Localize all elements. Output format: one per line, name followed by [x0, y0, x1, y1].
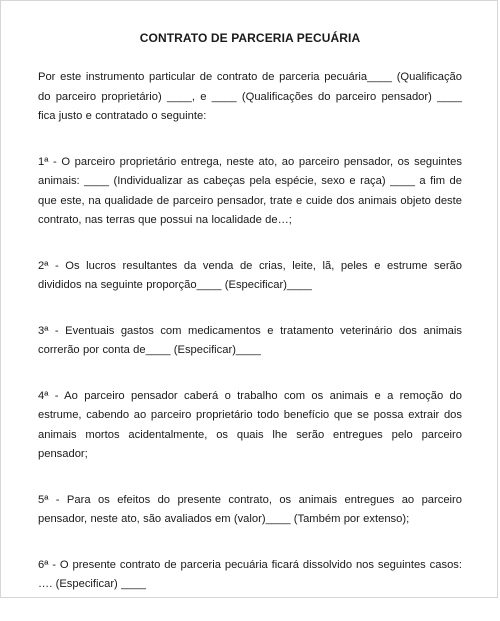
contract-document [38, 30, 462, 621]
clause-5-paragraph: 5ª - Para os efeitos do presente contrato, os animais entregues ao parceiro pensador, neste ato, são avaliados em (valor)____ (Também por extenso); [38, 493, 462, 525]
clause-2-paragraph: 2ª - Os lucros resultantes da venda de crias, leite, lã, peles e estrume serão divididos na seguinte proporção____ (Especificar)____ [38, 259, 462, 291]
clause-1-paragraph: 1ª - O parceiro proprietário entrega, neste ato, ao parceiro pensador, os seguintes animais: ____ (Individualizar as cabeças pela espécie, sexo e raça) ____ a fim de que este, na qualidade de parceiro pensador, trate e cuide dos animais objeto deste contrato, nas terras que possui na localidade de…; [38, 155, 462, 226]
document-title: CONTRATO DE PARCERIA PECUÁRIA [139, 31, 361, 45]
clause-4-paragraph: 4ª - Ao parceiro pensador caberá o trabalho com os animais e a remoção do estrume, cabendo ao parceiro proprietário todo benefício que se possa extrair dos animais mortos acidentalmente, os quais lhe serão entregues pelo parceiro pensador; [38, 389, 462, 460]
intro-paragraph: Por este instrumento particular de contrato de parceria pecuária____ (Qualificação do parceiro proprietário) ____, e ____ (Qualificações do parceiro pensador) ____ fica justo e contratado o seguinte: [38, 71, 462, 122]
clause-3-paragraph: 3ª - Eventuais gastos com medicamentos e tratamento veterinário dos animais correrão por conta de____ (Especificar)____ [38, 324, 462, 356]
clause-6-paragraph: 6ª - O presente contrato de parceria pecuária ficará dissolvido nos seguintes casos: …. (Especificar) ____ [38, 558, 462, 590]
